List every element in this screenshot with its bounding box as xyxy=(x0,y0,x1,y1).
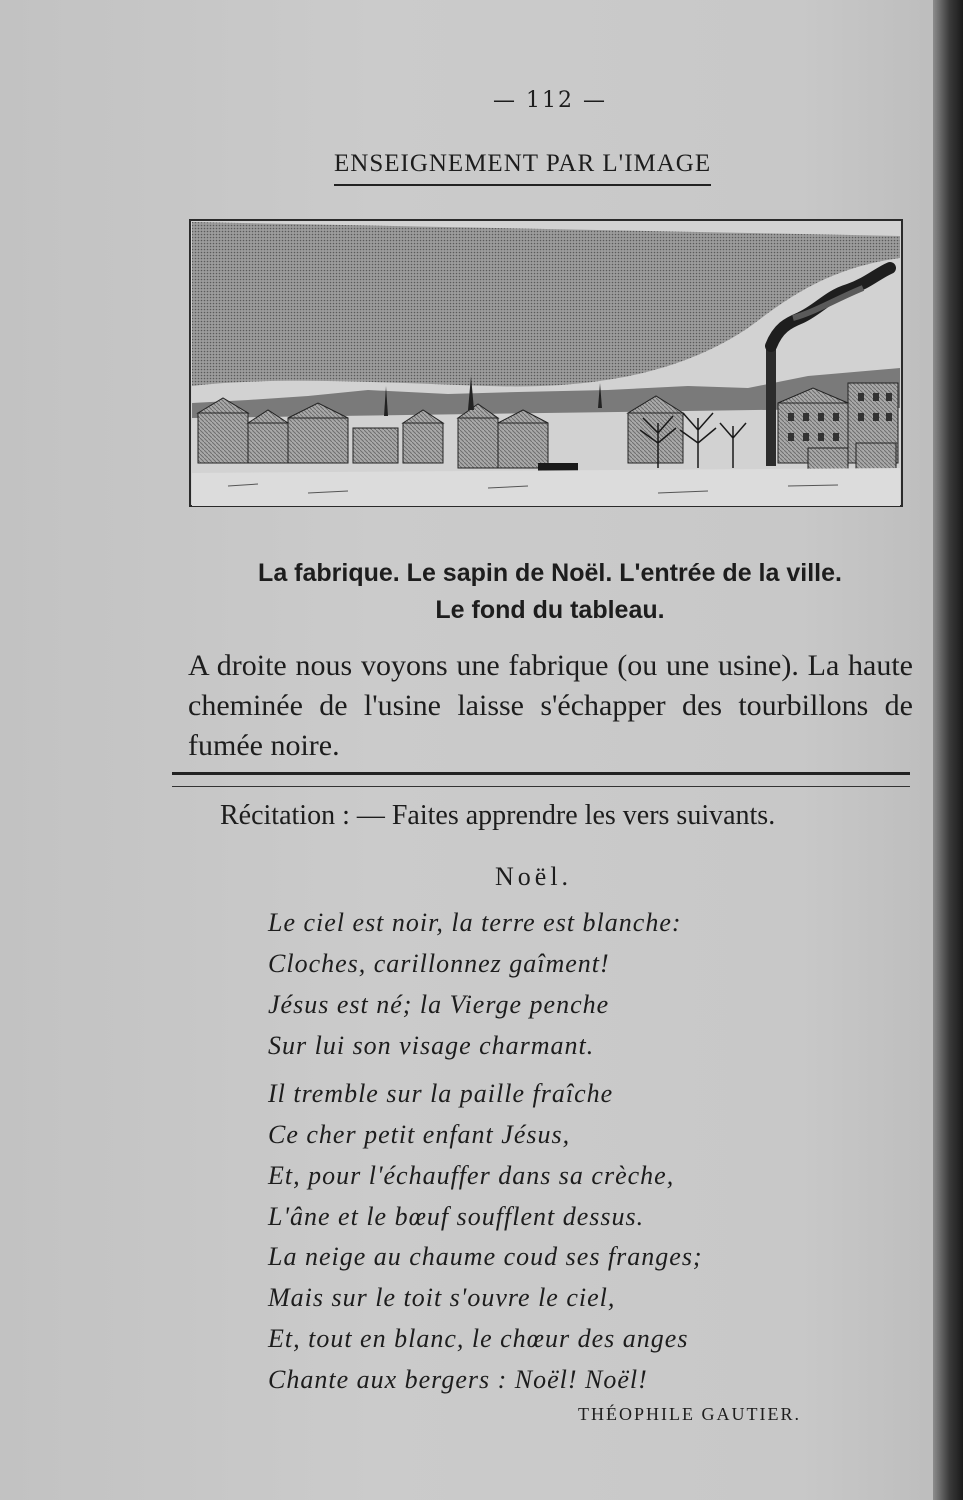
recitation-instruction: Récitation : — Faites apprendre les vers suivants. xyxy=(220,800,776,831)
book-binding-edge xyxy=(933,0,963,1500)
poem-line: Il tremble sur la paille fraîche xyxy=(268,1079,614,1108)
poem-stanza-3 xyxy=(268,1236,828,1400)
poem-line: Ce cher petit enfant Jésus, xyxy=(268,1120,571,1149)
caption-line-2: Le fond du tableau. xyxy=(435,596,665,624)
section-title: ENSEIGNEMENT PAR L'IMAGE xyxy=(334,150,711,186)
poem-line: Cloches, carillonnez gaîment! xyxy=(268,949,610,978)
poem-author: THÉOPHILE GAUTIER. xyxy=(578,1404,801,1424)
poem-line: La neige au chaume coud ses franges; xyxy=(268,1242,703,1271)
poem-line: Et, tout en blanc, le chœur des anges xyxy=(268,1324,689,1353)
divider-thick xyxy=(172,772,910,775)
poem-stanza-1 xyxy=(268,902,828,1066)
poem-stanza-2 xyxy=(268,1073,828,1237)
poem-line: Jésus est né; la Vierge penche xyxy=(268,990,610,1019)
poem-line: Mais sur le toit s'ouvre le ciel, xyxy=(268,1283,616,1312)
poem-title: Noël. xyxy=(495,862,573,891)
page-number: — 112 — xyxy=(493,88,607,113)
poem-line: Le ciel est noir, la terre est blanche: xyxy=(268,908,682,937)
engraving-winter-town-with-factory-icon xyxy=(188,218,904,510)
poem-line: Chante aux bergers : Noël! Noël! xyxy=(268,1365,648,1394)
image-caption xyxy=(170,555,930,629)
caption-line-1: La fabrique. Le sapin de Noël. L'entrée de la ville. xyxy=(258,559,842,587)
body-paragraph: A droite nous voyons une fabrique (ou une usine). La haute cheminée de l'usine laisse s'échapper des tourbillons de fumée noire. xyxy=(188,649,913,762)
poem-line: Sur lui son visage charmant. xyxy=(268,1031,595,1060)
poem-line: L'âne et le bœuf soufflent dessus. xyxy=(268,1202,645,1231)
divider-thin xyxy=(172,786,910,787)
poem-line: Et, pour l'échauffer dans sa crèche, xyxy=(268,1161,675,1190)
